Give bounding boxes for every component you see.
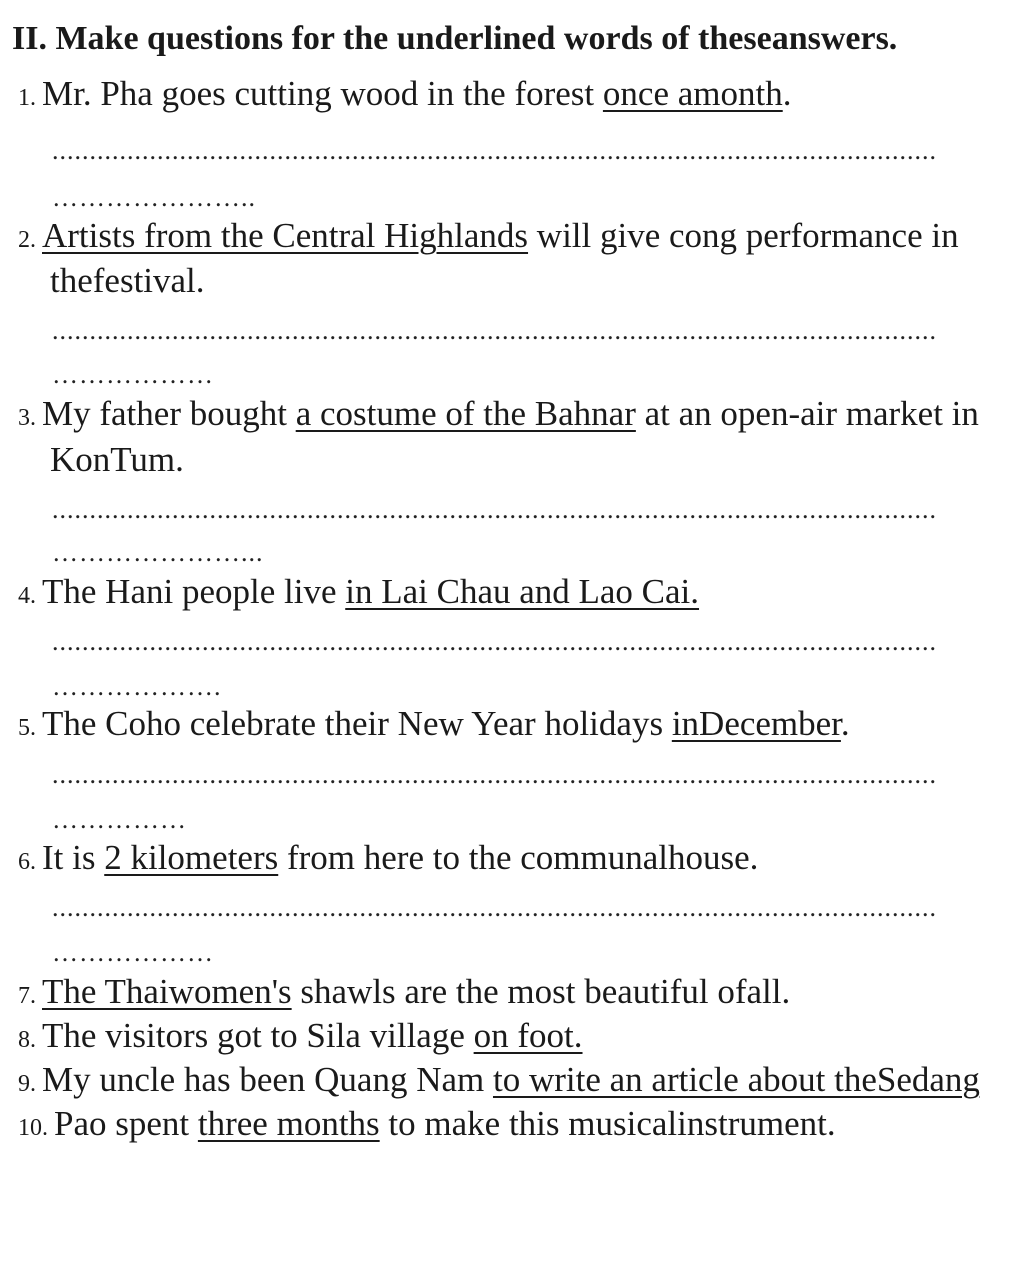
question-8: [0, 1016, 583, 1056]
underlined-phrase: The Thaiwomen's: [42, 972, 292, 1011]
question-text: My father bought: [42, 394, 296, 433]
question-3: [0, 394, 979, 434]
underlined-phrase: in Lai Chau and Lao Cai.: [345, 572, 700, 611]
question-number: 3.: [18, 405, 36, 431]
question-text: The Coho celebrate their New Year holidays: [42, 704, 672, 743]
question-9: [0, 1060, 980, 1100]
question-text: It is: [42, 838, 105, 877]
section-heading: II. Make questions for the underlined words of theseanswers.: [12, 20, 898, 57]
underlined-phrase: once amonth: [602, 74, 783, 113]
answer-line-short[interactable]: …………………...: [52, 538, 264, 567]
question-number: 8.: [18, 1027, 36, 1053]
answer-line-short[interactable]: ……………….: [52, 672, 222, 701]
answer-line[interactable]: ......................................................................................................................: [52, 627, 937, 656]
question-continuation: thefestival.: [50, 261, 205, 300]
question-4: [0, 572, 699, 612]
underlined-phrase: a costume of the Bahnar: [295, 394, 636, 433]
question-text-end: at an open-air market in: [635, 394, 979, 433]
underlined-phrase: on foot.: [473, 1016, 583, 1055]
answer-line-short[interactable]: ……………: [52, 805, 187, 834]
underlined-phrase: inDecember: [671, 704, 841, 743]
question-number: 5.: [18, 715, 36, 741]
question-number: 10.: [18, 1115, 48, 1141]
question-text-end: from here to the communalhouse.: [278, 838, 759, 877]
answer-line[interactable]: ......................................................................................................................: [52, 760, 937, 789]
question-5: [0, 704, 850, 744]
question-7: [0, 972, 790, 1012]
question-6: [0, 838, 758, 878]
question-number: 1.: [18, 85, 36, 111]
question-text-end: .: [782, 74, 792, 113]
answer-line-short[interactable]: ………………: [52, 938, 214, 967]
question-number: 6.: [18, 849, 36, 875]
underlined-phrase: Artists from the Central Highlands: [42, 216, 529, 255]
underlined-phrase: to write an article about theSedang: [492, 1060, 980, 1099]
answer-line[interactable]: ......................................................................................................................: [52, 316, 937, 345]
question-number: 7.: [18, 983, 36, 1009]
question-text: Mr. Pha goes cutting wood in the forest: [42, 74, 603, 113]
answer-line-short[interactable]: …………………..: [52, 183, 256, 212]
question-number: 9.: [18, 1071, 36, 1097]
question-text-end: .: [840, 704, 850, 743]
answer-line[interactable]: ......................................................................................................................: [52, 136, 937, 165]
question-2: [0, 216, 959, 256]
question-1: [0, 74, 791, 114]
question-10: [0, 1104, 836, 1144]
question-number: 4.: [18, 583, 36, 609]
answer-line[interactable]: ......................................................................................................................: [52, 893, 937, 922]
question-continuation: KonTum.: [50, 440, 184, 479]
question-text: My uncle has been Quang Nam: [42, 1060, 493, 1099]
answer-line-short[interactable]: ………………: [52, 360, 214, 389]
question-text: Pao spent: [54, 1104, 198, 1143]
question-text: The visitors got to Sila village: [42, 1016, 474, 1055]
underlined-phrase: three months: [197, 1104, 380, 1143]
question-number: 2.: [18, 227, 36, 253]
question-text: The Hani people live: [42, 572, 346, 611]
question-text-end: will give cong performance in: [528, 216, 959, 255]
answer-line[interactable]: ......................................................................................................................: [52, 495, 937, 524]
underlined-phrase: 2 kilometers: [104, 838, 279, 877]
question-text-end: to make this musicalinstrument.: [379, 1104, 836, 1143]
question-text-end: shawls are the most beautiful ofall.: [291, 972, 791, 1011]
